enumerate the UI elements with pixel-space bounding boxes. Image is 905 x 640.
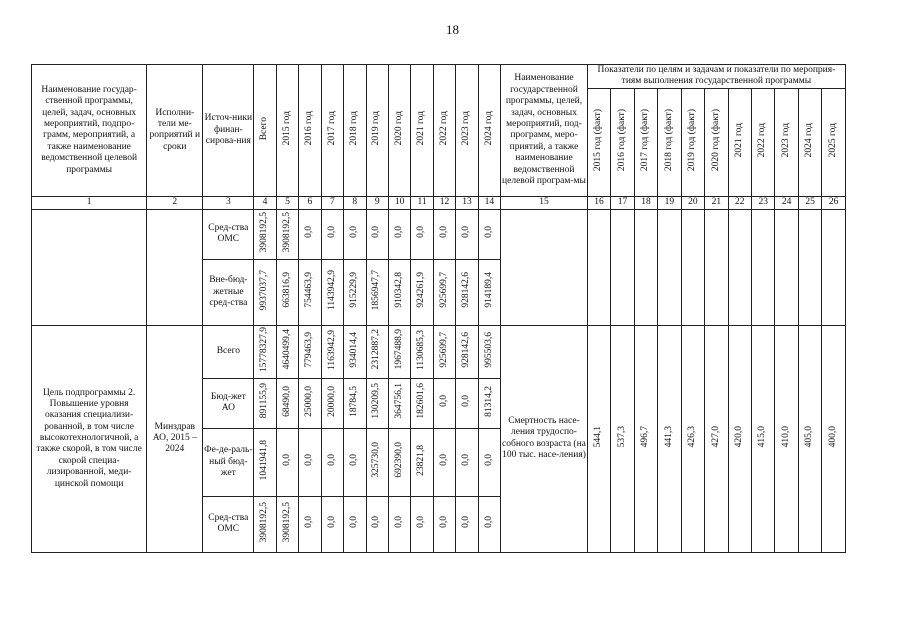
value-cell: 995503,6 (478, 325, 500, 378)
value-cell: 1130685,3 (411, 325, 433, 378)
header-ind-year: 2016 год (факт) (611, 88, 634, 196)
header-year: 2024 год (478, 65, 500, 197)
value-cell: 182601,6 (411, 378, 433, 428)
col-number: 2 (147, 196, 203, 209)
value-cell: 1143942,9 (321, 259, 343, 325)
value-cell: 891155,9 (254, 378, 276, 428)
value-cell: 1967488,9 (388, 325, 410, 378)
col-number: 5 (276, 196, 298, 209)
value-cell: 0,0 (388, 496, 410, 552)
header-year: 2022 год (433, 65, 455, 197)
value-cell: 925699,7 (433, 259, 455, 325)
value-cell: 3908192,5 (276, 496, 298, 552)
value-cell: 0,0 (276, 428, 298, 496)
value-cell: 20000,0 (321, 378, 343, 428)
value-cell: 0,0 (411, 496, 433, 552)
source-label: Бюд-жет АО (203, 378, 254, 428)
header-indicators-group: Показатели по целям и задачам и показатели по мероприя-тиям выполнения государственной программы (587, 65, 845, 89)
value-cell: 0,0 (456, 496, 478, 552)
col-number: 1 (32, 196, 147, 209)
value-cell: 0,0 (366, 496, 388, 552)
value-cell: 779463,9 (299, 325, 321, 378)
col-number: 14 (478, 196, 500, 209)
value-cell: 0,0 (299, 496, 321, 552)
header-sources: Источ-ники финан-сирова-ния (203, 65, 254, 197)
value-cell: 325730,0 (366, 428, 388, 496)
source-label: Фе-де-раль-ный бюд-жет (203, 428, 254, 496)
source-label: Вне-бюд-жетные сред-ства (203, 259, 254, 325)
header-year: 2016 год (299, 65, 321, 197)
col-number: 22 (728, 196, 751, 209)
indicator-value: 427,0 (705, 325, 728, 552)
value-cell: 0,0 (433, 209, 455, 259)
value-cell: 23821,8 (411, 428, 433, 496)
value-cell: 663816,9 (276, 259, 298, 325)
value-cell: 18784,5 (344, 378, 366, 428)
goal-text: Цель подпрограммы 2. Повышение уровня оказания специализи-рованной, в том числе высокотехнологичной, а также скорой, в том числе скорой специа-лизированной, меди-цинской помощи (32, 325, 147, 552)
value-cell: 0,0 (344, 209, 366, 259)
executor-text: Минздрав АО, 2015 – 2024 (147, 325, 203, 552)
indicator-value: 537,3 (611, 325, 634, 552)
value-cell: 364756,1 (388, 378, 410, 428)
col-number: 3 (203, 196, 254, 209)
header-indicator-program-name: Наименование государственной программы, целей, задач, основных мероприятий, под-программ, меро-приятий, а также наименование ведомственной целевой програм-мы (501, 65, 588, 197)
value-cell: 0,0 (433, 496, 455, 552)
empty-ind-cell (611, 209, 634, 325)
col-number: 25 (798, 196, 821, 209)
col-number: 23 (752, 196, 775, 209)
header-ind-year: 2024 год (798, 88, 821, 196)
indicator-value: 420,0 (728, 325, 751, 552)
empty-ind-cell (822, 209, 846, 325)
header-year: 2018 год (344, 65, 366, 197)
value-cell: 68490,0 (276, 378, 298, 428)
indicator-value: 426,3 (681, 325, 704, 552)
empty-indicator-cell (501, 209, 588, 325)
header-program-name: Наименование государ-ственной программы, целей, задач, основных мероприятий, подпро-грамм, мероприятий, а также наименование ведомственной целевой программы (32, 65, 147, 197)
header-ind-year: 2020 год (факт) (705, 88, 728, 196)
indicator-value: 410,0 (775, 325, 798, 552)
value-cell: 15778327,9 (254, 325, 276, 378)
value-cell: 915229,9 (344, 259, 366, 325)
value-cell: 3908192,5 (276, 209, 298, 259)
indicator-text: Смертность насе-ления трудоспо-собного возраста (на 100 тыс. насе-ления) (501, 325, 588, 552)
value-cell: 0,0 (299, 428, 321, 496)
header-ind-year: 2018 год (факт) (658, 88, 681, 196)
value-cell: 1041941,8 (254, 428, 276, 496)
empty-ind-cell (681, 209, 704, 325)
col-number: 10 (388, 196, 410, 209)
table-row (32, 325, 846, 378)
program-table (31, 64, 846, 553)
header-ind-year: 2015 год (факт) (587, 88, 610, 196)
value-cell: 0,0 (344, 428, 366, 496)
empty-ind-cell (752, 209, 775, 325)
indicator-value: 400,0 (822, 325, 846, 552)
value-cell: 25000,0 (299, 378, 321, 428)
indicator-value: 496,7 (634, 325, 657, 552)
col-number: 18 (634, 196, 657, 209)
header-ind-year: 2023 год (775, 88, 798, 196)
indicator-value: 405,0 (798, 325, 821, 552)
value-cell: 925699,7 (433, 325, 455, 378)
header-year: 2023 год (456, 65, 478, 197)
table-row (32, 209, 846, 259)
value-cell: 924261,9 (411, 259, 433, 325)
source-label: Всего (203, 325, 254, 378)
header-total: Всего (254, 65, 276, 197)
value-cell: 914189,4 (478, 259, 500, 325)
value-cell: 910342,8 (388, 259, 410, 325)
header-year: 2017 год (321, 65, 343, 197)
header-ind-year: 2019 год (факт) (681, 88, 704, 196)
col-number: 13 (456, 196, 478, 209)
header-year: 2021 год (411, 65, 433, 197)
empty-name-cell (32, 209, 147, 325)
value-cell: 2312887,2 (366, 325, 388, 378)
value-cell: 81314,2 (478, 378, 500, 428)
value-cell: 3908192,5 (254, 496, 276, 552)
empty-ind-cell (658, 209, 681, 325)
empty-ind-cell (728, 209, 751, 325)
header-ind-year: 2017 год (факт) (634, 88, 657, 196)
col-number: 12 (433, 196, 455, 209)
value-cell: 0,0 (321, 496, 343, 552)
value-cell: 0,0 (321, 209, 343, 259)
value-cell: 0,0 (456, 209, 478, 259)
value-cell: 0,0 (456, 428, 478, 496)
source-label: Сред-ства ОМС (203, 209, 254, 259)
value-cell: 0,0 (478, 428, 500, 496)
value-cell: 4640499,4 (276, 325, 298, 378)
header-year: 2020 год (388, 65, 410, 197)
value-cell: 0,0 (433, 378, 455, 428)
indicator-value: 441,3 (658, 325, 681, 552)
value-cell: 934014,4 (344, 325, 366, 378)
value-cell: 130209,5 (366, 378, 388, 428)
header-year: 2015 год (276, 65, 298, 197)
value-cell: 1856947,7 (366, 259, 388, 325)
empty-ind-cell (775, 209, 798, 325)
value-cell: 754463,9 (299, 259, 321, 325)
value-cell: 3908192,5 (254, 209, 276, 259)
empty-ind-cell (587, 209, 610, 325)
empty-ind-cell (705, 209, 728, 325)
empty-ind-cell (798, 209, 821, 325)
value-cell: 0,0 (344, 496, 366, 552)
value-cell: 0,0 (478, 209, 500, 259)
col-number: 26 (822, 196, 846, 209)
indicator-value: 415,0 (752, 325, 775, 552)
value-cell: 0,0 (433, 428, 455, 496)
value-cell: 1163942,9 (321, 325, 343, 378)
col-number: 19 (658, 196, 681, 209)
value-cell: 692390,0 (388, 428, 410, 496)
value-cell: 0,0 (299, 209, 321, 259)
page-number: 18 (446, 22, 459, 37)
value-cell: 928142,6 (456, 325, 478, 378)
col-number: 20 (681, 196, 704, 209)
col-number: 6 (299, 196, 321, 209)
empty-ind-cell (634, 209, 657, 325)
col-number: 21 (705, 196, 728, 209)
col-number: 16 (587, 196, 610, 209)
col-number: 24 (775, 196, 798, 209)
indicator-value: 544,1 (587, 325, 610, 552)
header-executors: Исполни-тели ме-роприятий и сроки (147, 65, 203, 197)
value-cell: 928142,6 (456, 259, 478, 325)
col-number: 8 (344, 196, 366, 209)
col-number: 17 (611, 196, 634, 209)
empty-executor-cell (147, 209, 203, 325)
value-cell: 0,0 (321, 428, 343, 496)
col-number: 4 (254, 196, 276, 209)
column-numbers-row (32, 196, 846, 209)
header-ind-year: 2021 год (728, 88, 751, 196)
value-cell: 0,0 (456, 378, 478, 428)
header-ind-year: 2025 год (822, 88, 846, 196)
col-number: 9 (366, 196, 388, 209)
value-cell: 9937037,7 (254, 259, 276, 325)
value-cell: 0,0 (388, 209, 410, 259)
value-cell: 0,0 (478, 496, 500, 552)
source-label: Сред-ства ОМС (203, 496, 254, 552)
col-number: 7 (321, 196, 343, 209)
col-number: 15 (501, 196, 588, 209)
value-cell: 0,0 (366, 209, 388, 259)
col-number: 11 (411, 196, 433, 209)
header-year: 2019 год (366, 65, 388, 197)
header-ind-year: 2022 год (752, 88, 775, 196)
value-cell: 0,0 (411, 209, 433, 259)
